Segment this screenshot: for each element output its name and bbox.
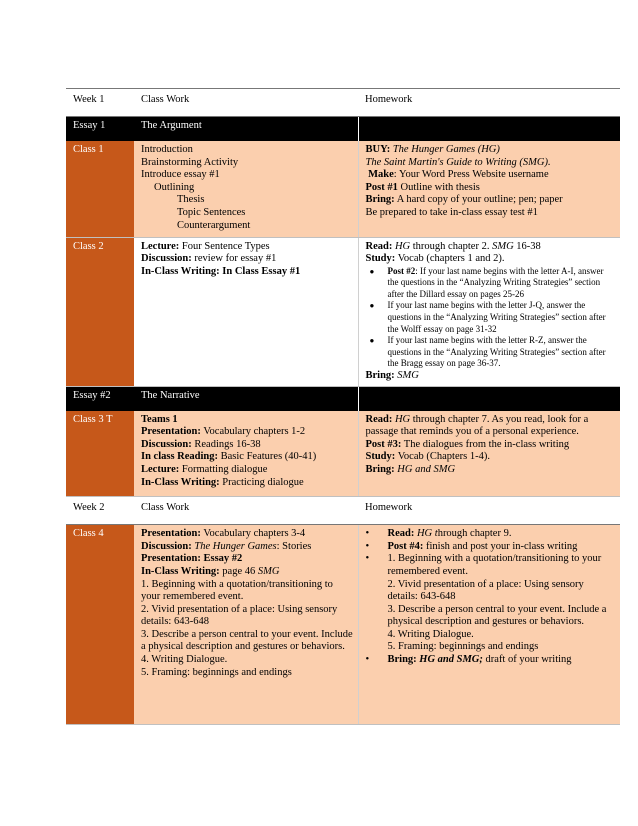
work-line: Presentation: Vocabulary chapters 1-2 <box>141 426 306 438</box>
hw-line: Read: HG through chapter 2. SMG 16-38 <box>365 240 541 252</box>
work-line: In-Class Writing: In Class Essay #1 <box>141 265 301 277</box>
hw-line: Bring: HG and SMG <box>365 464 456 475</box>
class-label: Class 2 <box>66 237 134 386</box>
week-header-row <box>66 497 620 525</box>
hw-line: Post #3: The dialogues from the in-class writing <box>365 438 570 450</box>
assignment-list <box>366 266 617 370</box>
work-line: Lecture: Formatting dialogue <box>141 464 268 475</box>
work-line: Teams 1 <box>141 413 178 425</box>
essay-empty-cell <box>358 117 620 142</box>
hw-line: Post #1 Outline with thesis <box>365 181 480 193</box>
class-label: Class 3 T <box>66 411 134 497</box>
essay-row <box>66 117 620 142</box>
list-item: ● If your last name begins with the letter R-Z, answer the questions in the “Analyzing Writing Strategies” section after the Bragg essay on page 36-37. <box>366 335 617 370</box>
hw-line: Study: Vocab (Chapters 1-4). <box>365 451 490 463</box>
homework-cell <box>358 141 620 237</box>
classwork-header: Class Work <box>134 89 358 117</box>
hw-line: Make: Your Word Press Website username <box>368 169 549 181</box>
essay-empty-cell <box>358 386 620 411</box>
essay-title: The Narrative <box>134 386 358 411</box>
hw-line: The Saint Martin's Guide to Writing (SMG). <box>365 156 551 168</box>
list-item: ● If your last name begins with the letter J-Q, answer the questions in the “Analyzing Writing Strategies” section after the Wolff essay on page 31-32 <box>366 300 617 335</box>
work-item: 1. Beginning with a quotation/transitioning to your remembered event. <box>141 578 333 603</box>
work-line: Discussion: review for essay #1 <box>141 253 277 265</box>
work-line: Discussion: Readings 16-38 <box>141 438 261 450</box>
work-line: In-Class Writing: Practicing dialogue <box>141 476 304 488</box>
list-item: ● Post #2: If your last name begins with the letter A-I, answer the questions in the “Analyzing Writing Strategies” section after the Dillard essay on pages 25-26 <box>366 266 617 301</box>
homework-header: Homework <box>358 89 620 117</box>
work-item: 3. Describe a person central to your event. Include a physical description and gestures or behaviors. <box>141 628 353 653</box>
essay-title: The Argument <box>134 117 358 142</box>
hw-line: Study: Vocab (chapters 1 and 2). <box>365 253 505 265</box>
work-line: Lecture: Four Sentence Types <box>141 240 270 252</box>
hw-line: Bring: A hard copy of your outline; pen; paper <box>365 194 563 206</box>
work-item: 5. Framing: beginnings and endings <box>141 666 292 678</box>
class-label: Class 1 <box>66 141 134 237</box>
class-work-cell <box>134 237 358 386</box>
list-item: • Post #4: finish and post your in-class writing <box>366 541 617 554</box>
work-line: Introduction <box>141 144 193 155</box>
homework-cell <box>358 237 620 386</box>
essay-label: Essay 1 <box>66 117 134 142</box>
hw-line: BUY: The Hunger Games (HG) <box>365 144 500 155</box>
class-work-cell <box>134 411 358 497</box>
homework-header: Homework <box>358 497 620 525</box>
hw-line: Be prepared to take in-class essay test #1 <box>365 206 538 218</box>
essay-row <box>66 386 620 411</box>
class-row <box>66 525 620 725</box>
class-row <box>66 141 620 237</box>
classwork-header: Class Work <box>134 497 358 525</box>
work-item: 2. Vivid presentation of a place: Using sensory details: 643-648 <box>141 603 338 628</box>
work-line: Presentation: Essay #2 <box>141 553 243 565</box>
class-label: Class 4 <box>66 525 134 725</box>
work-item: 4. Writing Dialogue. <box>141 654 228 666</box>
class-row <box>66 411 620 497</box>
class-work-cell <box>134 141 358 237</box>
list-item: • 1. Beginning with a quotation/transitioning to your remembered event. 2. Vivid presentation of a place: Using sensory details: 643-648 3. Describe a person central to your event. Include a physical description and gestures or behaviors. 4. Writing Dialogue. 5. Framing: beginnings and endings <box>366 553 617 654</box>
work-line: Thesis <box>177 194 205 206</box>
week-label: Week 1 <box>66 89 134 117</box>
schedule-table <box>66 88 620 725</box>
class-row <box>66 237 620 386</box>
homework-cell <box>358 525 620 725</box>
work-line: In-Class Writing: page 46 SMG <box>141 565 280 577</box>
week-header-row <box>66 89 620 117</box>
work-line: Topic Sentences <box>177 206 246 218</box>
class-work-cell <box>134 525 358 725</box>
work-line: Brainstorming Activity <box>141 156 239 168</box>
work-line: Discussion: The Hunger Games: Stories <box>141 540 312 552</box>
work-line: Introduce essay #1 <box>141 169 220 181</box>
hw-line: Bring: SMG <box>365 370 419 382</box>
hw-line: Read: HG through chapter 7. As you read, look for a passage that reminds you of a personal experience. <box>365 413 589 438</box>
list-item: • Read: HG through chapter 9. <box>366 528 617 541</box>
work-line: Presentation: Vocabulary chapters 3-4 <box>141 528 306 540</box>
homework-cell <box>358 411 620 497</box>
work-line: In class Reading: Basic Features (40-41) <box>141 451 317 463</box>
list-item: • Bring: HG and SMG; draft of your writing <box>366 654 617 667</box>
essay-label: Essay #2 <box>66 386 134 411</box>
work-line: Outlining <box>154 181 195 193</box>
homework-list <box>366 528 617 667</box>
week-label: Week 2 <box>66 497 134 525</box>
work-line: Counterargument <box>177 219 251 231</box>
